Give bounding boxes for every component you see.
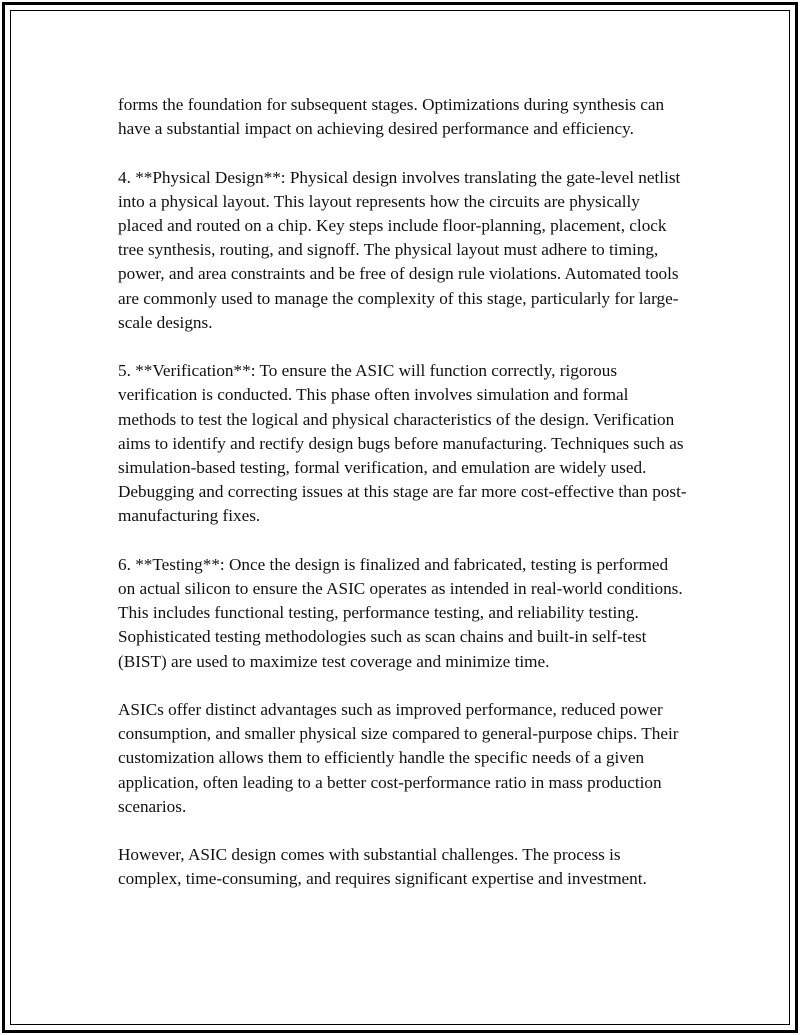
paragraph-asic-advantages: ASICs offer distinct advantages such as improved performance, reduced power consumption, and smaller physical size compared to general-purpose chips. Their customization allows them to efficiently handle the specific needs of a given application, often leading to a better cost-performance ratio in mass production scenarios.: [118, 700, 679, 816]
paragraph-testing: 6. **Testing**: Once the design is finalized and fabricated, testing is performed on actual silicon to ensure the ASIC operates as intended in real-world conditions. This includes functional testing, performance testing, and reliability testing. Sophisticated testing methodologies such as scan chains and built-in self-test (BIST) are used to maximize test coverage and minimize time.: [118, 554, 683, 671]
paragraph-synthesis-continuation: forms the foundation for subsequent stages. Optimizations during synthesis can have a substantial impact on achieving desired performance and efficiency.: [118, 95, 665, 139]
document-body: [118, 93, 688, 916]
paragraph-physical-design: 4. **Physical Design**: Physical design involves translating the gate-level netlist into a physical layout. This layout represents how the circuits are physically placed and routed on a chip. Key steps include floor-planning, placement, clock tree synthesis, routing, and signoff. The physical layout must adhere to timing, power, and area constraints and be free of design rule violations. Automated tools are commonly used to manage the complexity of this stage, particularly for large-scale designs.: [118, 167, 681, 332]
paragraph-verification: 5. **Verification**: To ensure the ASIC will function correctly, rigorous verification is conducted. This phase often involves simulation and formal methods to test the logical and physical characteristics of the design. Verification aims to identify and rectify design bugs before manufacturing. Techniques such as simulation-based testing, formal verification, and emulation are widely used. Debugging and correcting issues at this stage are far more cost-effective than post-manufacturing fixes.: [118, 361, 687, 526]
paragraph-asic-challenges: However, ASIC design comes with substantial challenges. The process is complex, time-consuming, and requires significant expertise and investment.: [118, 845, 647, 889]
